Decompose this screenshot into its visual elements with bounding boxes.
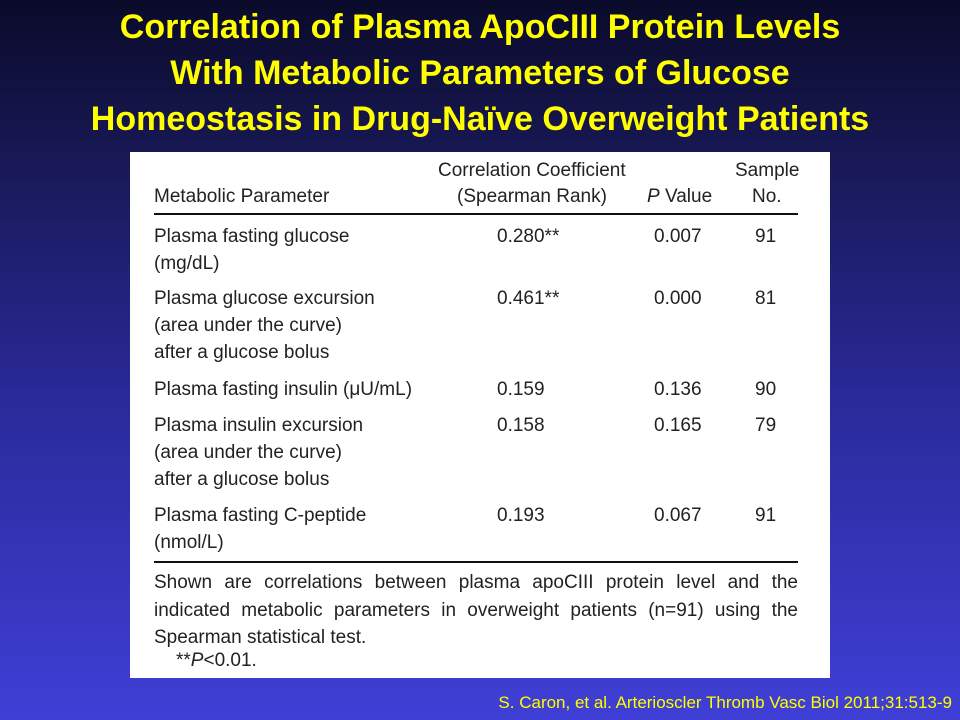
row-5-param-line-2: (nmol/L)	[154, 532, 224, 553]
title-line-1: Correlation of Plasma ApoCIII Protein Levels	[119, 8, 841, 46]
row-4-param-line-1: Plasma insulin excursion	[154, 415, 364, 436]
row-4-param-line-3: after a glucose bolus	[154, 469, 330, 490]
footer-rule	[154, 561, 798, 563]
row-4-param-line-2: (area under the curve)	[154, 442, 342, 463]
row-4-correlation: 0.158	[497, 415, 545, 436]
header-sample-line-1: Sample	[735, 160, 800, 181]
significance-note	[176, 650, 257, 672]
row-5-p-value: 0.067	[654, 505, 702, 526]
correlation-table	[130, 152, 830, 678]
significance-rest: <0.01.	[203, 650, 257, 671]
row-2-param-line-1: Plasma glucose excursion	[154, 288, 375, 309]
title-line-2: With Metabolic Parameters of Glucose	[170, 54, 790, 92]
row-3-correlation: 0.159	[497, 379, 545, 400]
header-p-italic: P	[647, 186, 660, 207]
header-p-rest: Value	[659, 186, 713, 207]
header-metabolic-parameter: Metabolic Parameter	[154, 186, 330, 207]
header-correlation-line-2: (Spearman Rank)	[457, 186, 607, 207]
row-3-param-line-1: Plasma fasting insulin (μU/mL)	[154, 379, 413, 400]
row-1-correlation: 0.280**	[497, 226, 560, 247]
row-2-param-line-2: (area under the curve)	[154, 315, 342, 336]
row-5-correlation: 0.193	[497, 505, 545, 526]
row-1-param-line-2: (mg/dL)	[154, 253, 220, 274]
row-2-sample-no: 81	[755, 288, 777, 309]
row-1-param-line-1: Plasma fasting glucose	[154, 226, 350, 247]
row-3-sample-no: 90	[755, 379, 777, 400]
row-2-p-value: 0.000	[654, 288, 702, 309]
row-2-param-line-3: after a glucose bolus	[154, 342, 330, 363]
header-rule	[154, 213, 798, 215]
header-sample-line-2: No.	[752, 186, 782, 207]
table-footnote: Shown are correlations between plasma apoCIII protein level and the indicated metabolic parameters in overweight patients (n=91) using the Spearman statistical test.	[154, 572, 798, 648]
significance-prefix: **	[176, 650, 191, 671]
row-5-sample-no: 91	[755, 505, 777, 526]
slide-title	[0, 4, 960, 142]
header-p-value	[647, 184, 712, 210]
row-4-p-value: 0.165	[654, 415, 702, 436]
row-1-p-value: 0.007	[654, 226, 702, 247]
row-2-correlation: 0.461**	[497, 288, 560, 309]
row-4-sample-no: 79	[755, 415, 777, 436]
title-line-3: Homeostasis in Drug-Naïve Overweight Patients	[90, 100, 870, 138]
citation: S. Caron, et al. Arterioscler Thromb Vasc Biol 2011;31:513-9	[498, 693, 952, 712]
header-correlation-line-1: Correlation Coefficient	[438, 160, 626, 181]
row-1-sample-no: 91	[755, 226, 777, 247]
significance-p: P	[190, 650, 204, 671]
row-3-p-value: 0.136	[654, 379, 702, 400]
row-5-param-line-1: Plasma fasting C-peptide	[154, 505, 367, 526]
